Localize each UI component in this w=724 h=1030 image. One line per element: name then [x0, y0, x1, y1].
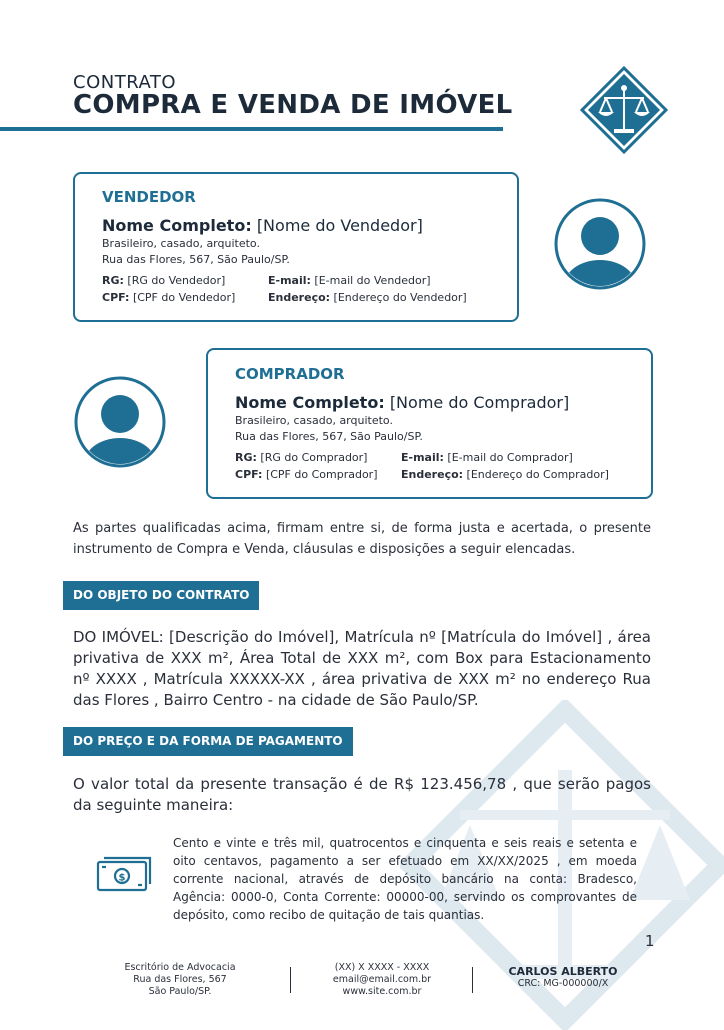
document-title: COMPRA E VENDA DE IMÓVEL — [73, 90, 513, 120]
vendedor-email-value: [E-mail do Vendedor] — [314, 274, 431, 287]
preco-paragraph: O valor total da presente transação é de R$ 123.456,78 , que serão pagos da seguinte maneira: — [73, 775, 651, 814]
comprador-endereco-label: Endereço: — [401, 468, 464, 481]
objeto-paragraph: DO IMÓVEL: [Descrição do Imóvel], Matrícula nº [Matrícula do Imóvel] , área privativa de XXX m², Área Total de XXX m², com Box para Estacionamento nº XXXX , Matrícula XXXXX-XX , área privativa de XXX m² no endereço Rua das Flores , Bairro Centro - na cidade de São Paulo/SP. — [73, 628, 651, 709]
comprador-heading: COMPRADOR — [235, 365, 345, 383]
vendedor-rg-value: [RG do Vendedor] — [127, 274, 226, 287]
vendedor-cpf-label: CPF: — [102, 291, 130, 304]
vendedor-address-line: Rua das Flores, 567, São Paulo/SP. — [102, 253, 290, 266]
scales-of-justice-icon — [580, 66, 668, 154]
comprador-address-line: Rua das Flores, 567, São Paulo/SP. — [235, 430, 423, 443]
vendedor-description: Brasileiro, casado, arquiteto. — [102, 237, 260, 250]
footer-signer — [493, 966, 633, 990]
footer-divider — [472, 967, 473, 993]
vendedor-rg — [102, 272, 225, 289]
vendedor-endereco-label: Endereço: — [268, 291, 331, 304]
vendedor-name-label: Nome Completo: — [102, 216, 252, 235]
comprador-cpf-value: [CPF do Comprador] — [265, 468, 378, 481]
comprador-email-value: [E-mail do Comprador] — [447, 451, 573, 464]
comprador-avatar-icon — [74, 376, 166, 468]
document-type-label: CONTRATO — [73, 72, 177, 93]
comprador-rg-value: [RG do Comprador] — [260, 451, 368, 464]
footer-email: email@email.com.br — [332, 974, 432, 985]
comprador-name-value: [Nome do Comprador] — [389, 393, 570, 412]
vendedor-endereco-value: [Endereço do Vendedor] — [333, 291, 467, 304]
footer-contact — [312, 962, 452, 998]
footer-signer-crc: CRC: MG-000000/X — [517, 978, 609, 989]
footer-site: www.site.com.br — [342, 986, 422, 997]
comprador-rg-label: RG: — [235, 451, 257, 464]
svg-text:$: $ — [118, 872, 126, 884]
vendedor-rg-label: RG: — [102, 274, 124, 287]
vendedor-cpf-value: [CPF do Vendedor] — [132, 291, 236, 304]
comprador-cpf-label: CPF: — [235, 468, 263, 481]
footer-office-street: Rua das Flores, 567 — [133, 974, 227, 985]
money-bill-icon — [94, 854, 154, 894]
comprador-description: Brasileiro, casado, arquiteto. — [235, 414, 393, 427]
footer-signer-name: CARLOS ALBERTO — [508, 965, 618, 978]
vendedor-cpf — [102, 289, 235, 306]
intro-paragraph: As partes qualificadas acima, firmam entre si, de forma justa e acertada, o presente instrumento de Compra e Venda, cláusulas e disposições a seguir elencadas. — [73, 521, 651, 557]
vendedor-card — [73, 172, 519, 322]
vendedor-avatar-icon — [554, 198, 646, 290]
vendedor-email — [268, 272, 431, 289]
section-heading-objeto: DO OBJETO DO CONTRATO — [63, 581, 259, 610]
footer-office-name: Escritório de Advocacia — [124, 962, 236, 973]
footer-divider — [290, 967, 291, 993]
comprador-rg — [235, 449, 367, 466]
comprador-cpf — [235, 466, 378, 483]
comprador-endereco — [401, 466, 609, 483]
comprador-email-label: E-mail: — [401, 451, 444, 464]
vendedor-name — [102, 216, 423, 235]
section-heading-preco: DO PREÇO E DA FORMA DE PAGAMENTO — [63, 727, 353, 756]
vendedor-heading: VENDEDOR — [102, 188, 196, 206]
payment-details: Cento e vinte e três mil, quatrocentos e cinquenta e seis reais e setenta e oito centavos, pagamento a ser efetuado em XX/XX/2025 , em moeda corrente nacional, através de depósito bancário na conta: Bradesco, Agência: 0000-0, Conta Corrente: 00000-00, servindo os comprovantes de depósito, como recibo de quitação de tais quantias. — [173, 836, 637, 922]
footer-phone: (XX) X XXXX - XXXX — [334, 962, 430, 973]
comprador-email — [401, 449, 573, 466]
comprador-name-label: Nome Completo: — [235, 393, 385, 412]
comprador-name — [235, 393, 569, 412]
vendedor-name-value: [Nome do Vendedor] — [256, 216, 423, 235]
page-number: 1 — [645, 932, 655, 950]
comprador-endereco-value: [Endereço do Comprador] — [466, 468, 609, 481]
footer-office — [110, 962, 250, 998]
vendedor-email-label: E-mail: — [268, 274, 311, 287]
title-underline — [0, 127, 503, 131]
footer-office-city: São Paulo/SP. — [148, 986, 212, 997]
vendedor-endereco — [268, 289, 467, 306]
comprador-card — [206, 348, 653, 499]
